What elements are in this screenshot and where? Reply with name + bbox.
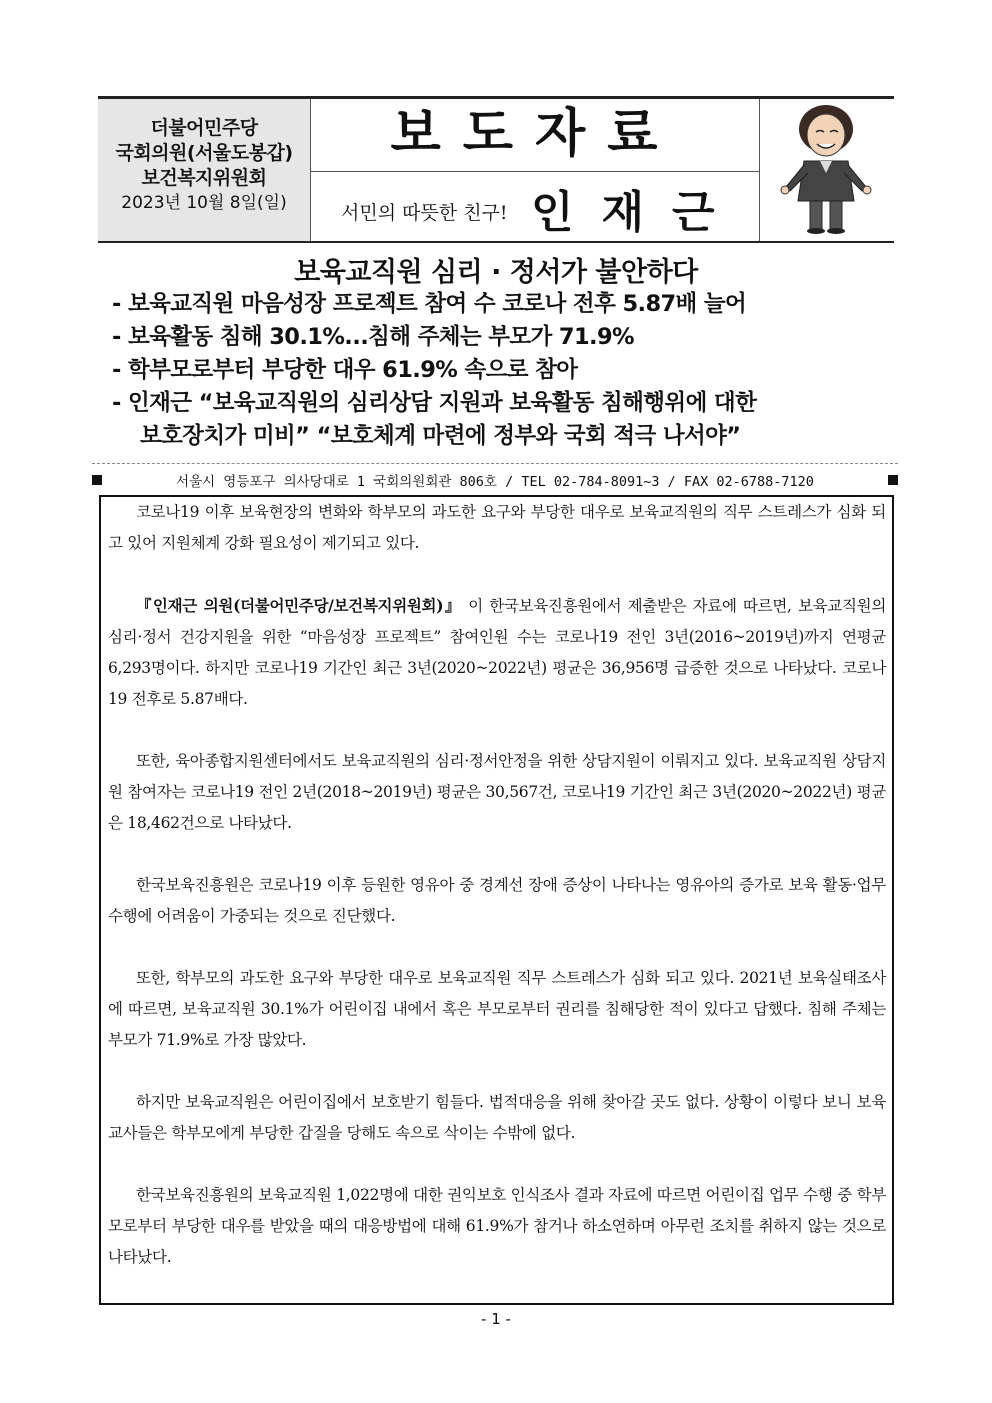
party-name: 더불어민주당 — [150, 117, 258, 139]
press-release-header — [98, 96, 894, 243]
square-bullet-icon — [888, 475, 898, 485]
committee: 보건복지위원회 — [141, 167, 267, 189]
subheadline: - 인재근 “보육교직원의 심리상담 지원과 보육활동 침해행위에 대한 — [112, 390, 757, 416]
divider — [92, 463, 898, 464]
headline: 보육교직원 심리 · 정서가 불안하다 — [294, 257, 698, 288]
paragraph-text: 이 한국보육진흥원에서 제출받은 자료에 따르면, 보육교직원의 심리·정서 건강지원을 위한 “마음성장 프로젝트” 참여인원 수는 코로나19 전인 3년(2016~2019년)까지 연평균 6,293명이다. 하지만 코로나19 기간인 최근 3년(2020~2022년) 평균은 36,956명 급증한 것으로 나타났다. 코로나19 전후로 5.87배다. — [108, 597, 886, 708]
page-number: - 1 - — [481, 1310, 511, 1328]
paragraph: 코로나19 이후 보육현장의 변화와 학부모의 과도한 요구와 부당한 대우로 보육교직원의 직무 스트레스가 심화 되고 있어 지원체계 강화 필요성이 제기되고 있다. — [108, 503, 886, 552]
paragraph: 또한, 학부모의 과도한 요구와 부당한 대우로 보육교직원 직무 스트레스가 심화 되고 있다. 2021년 보육실태조사에 따르면, 보육교직원 30.1%가 어린이집 내에서 혹은 부모로부터 권리를 침해당한 적이 있다고 답했다. 침해 주체는 부모가 71.9%로 가장 많았다. — [108, 969, 886, 1049]
paragraph: 또한, 육아종합지원센터에서도 보육교직원의 심리·정서안정을 위한 상담지원이 이뤄지고 있다. 보육교직원 상담지원 참여자는 코로나19 전인 2년(2018~2019년) 평균은 30,567건, 코로나19 기간인 최근 3년(2020~2022년) 평균은 18,462건으로 나타났다. — [108, 752, 886, 832]
paragraph: 하지만 보육교직원은 어린이집에서 보호받기 힘들다. 법적대응을 위해 찾아갈 곳도 없다. 상황이 이렇다 보니 보육교사들은 학부모에게 부당한 갑질을 당해도 속으로 삭이는 수밖에 없다. — [108, 1093, 886, 1142]
body-text — [108, 497, 886, 1304]
contact-info: 서울시 영등포구 의사당대로 1 국회의원회관 806호 / TEL 02-784-8091~3 / FAX 02-6788-7120 — [176, 474, 814, 490]
contact-bar — [92, 470, 898, 490]
paragraph: 한국보육진흥원은 코로나19 이후 등원한 영유아 중 경계선 장애 증상이 나타나는 영유아의 증가로 보육 활동·업무 수행에 어려움이 가중되는 것으로 진단했다. — [108, 876, 886, 925]
caricature-icon — [760, 99, 893, 239]
lawmaker-name: 인재근 — [531, 187, 743, 238]
document-title: 보도자료 — [311, 99, 759, 172]
subheadline: - 보육교직원 마음성장 프로젝트 참여 수 코로나 전후 5.87배 늘어 — [112, 291, 747, 317]
paragraph: 한국보육진흥원의 보육교직원 1,022명에 대한 권익보호 인식조사 결과 자료에 따르면 어린이집 업무 수행 중 학부모로부터 부당한 대우를 받았을 때의 대응방법에 대해 61.9%가 참거나 하소연하며 아무런 조치를 취하지 않는 것으로 나타났다. — [108, 1186, 886, 1266]
slogan-cell — [311, 172, 759, 241]
org-info-cell — [98, 99, 311, 241]
lawmaker-bold: 『인재근 의원(더불어민주당/보건복지위원회)』 — [136, 596, 462, 615]
release-date: 2023년 10월 8일(일) — [121, 193, 287, 213]
subheadline: - 보육활동 침해 30.1%...침해 주체는 부모가 71.9% — [112, 324, 634, 350]
subheadlines — [112, 288, 756, 453]
constituency: 국회의원(서울도봉갑) — [115, 142, 293, 164]
subheadline: 보호장치가 미비” “보호체계 마련에 정부와 국회 적극 나서야” — [140, 423, 741, 449]
caricature-photo — [759, 99, 894, 241]
square-bullet-icon — [92, 475, 102, 485]
subheadline: - 학부모로부터 부당한 대우 61.9% 속으로 참아 — [112, 357, 578, 383]
paragraph — [108, 590, 886, 715]
slogan: 서민의 따뜻한 친구! — [341, 202, 508, 224]
